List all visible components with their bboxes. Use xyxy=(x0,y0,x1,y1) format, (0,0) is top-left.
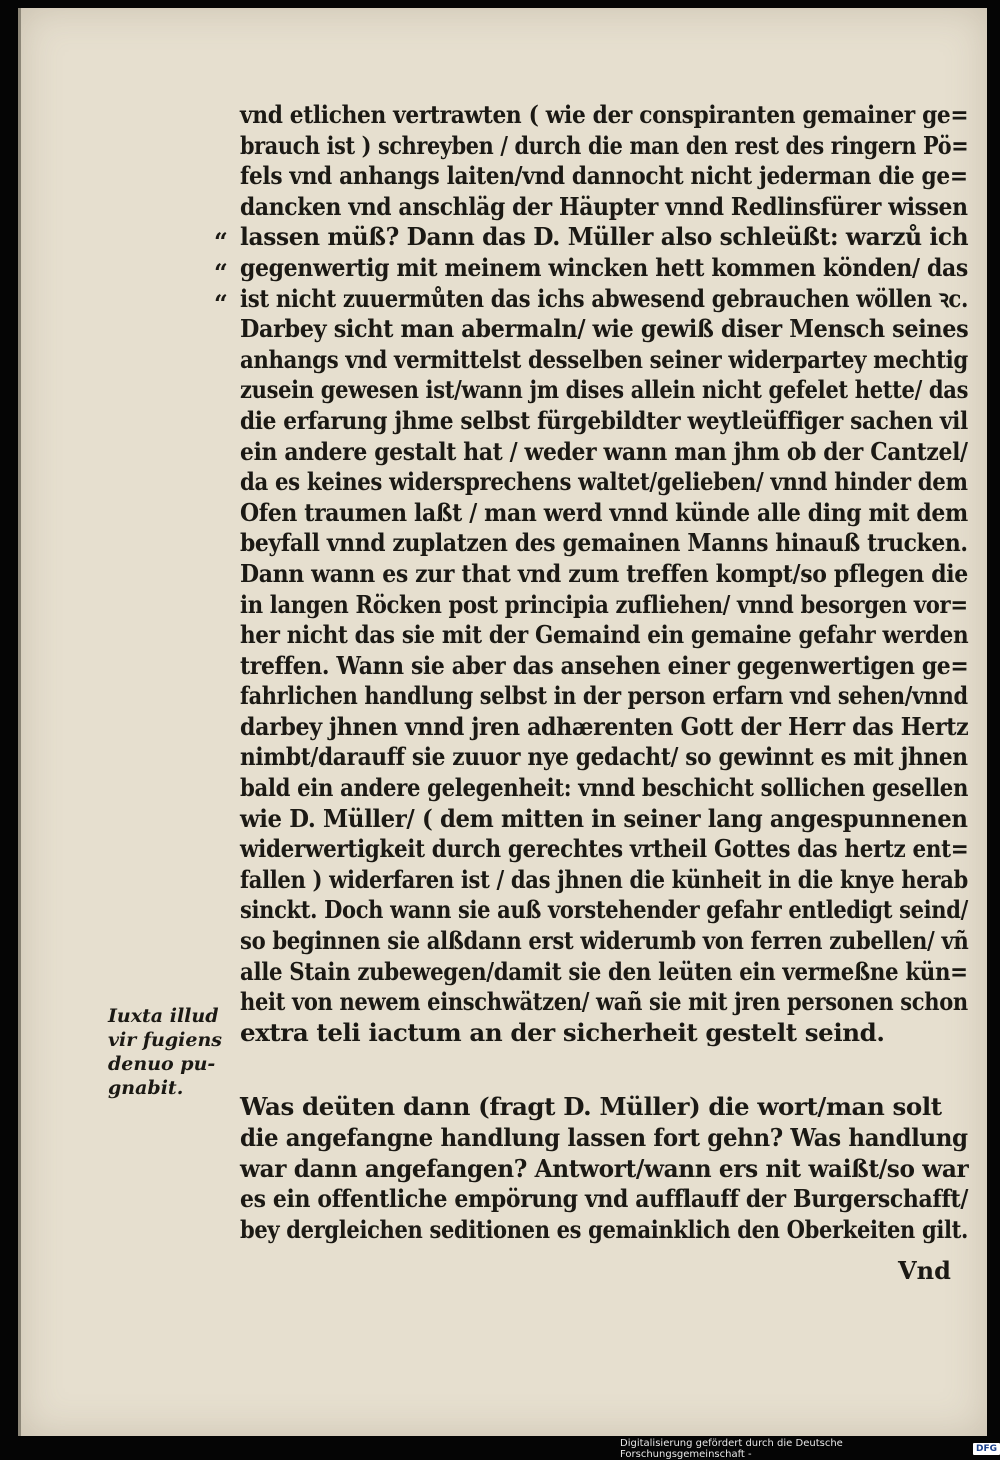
text-line: ein andere gestalt hat / weder wann man jhm ob der Cantzel/ xyxy=(240,436,968,466)
text-line: treffen. Wann sie aber das ansehen einer gegenwertigen ge= xyxy=(240,650,969,680)
text-line: vnd etlichen vertrawten ( wie der conspiranten gemainer ge= xyxy=(240,100,969,129)
text-line: ist nicht zuuermůten das ichs abwesend gebrauchen wöllen ꝛc. xyxy=(240,283,969,313)
text-line: Was deüten dann (fragt D. Müller) die wort/man solt xyxy=(240,1092,942,1122)
marginal-note-line: denuo pu- xyxy=(108,1053,216,1075)
text-line: bey dergleichen seditionen es gemainklich den Oberkeiten gilt. xyxy=(240,1214,968,1244)
marginal-note-line: Iuxta illud xyxy=(108,1005,219,1027)
quote-mark: “ xyxy=(214,227,228,256)
text-line: nimbt/darauff sie zuuor nye gedacht/ so gewinnt es mit jhnen xyxy=(240,742,968,772)
text-line: her nicht das sie mit der Gemaind ein gemaine gefahr werden xyxy=(240,620,969,650)
footer-text: Digitalisierung gefördert durch die Deutsche Forschungsgemeinschaft - xyxy=(620,1438,843,1460)
text-line: da es keines widersprechens waltet/gelieben/ vnnd hinder dem xyxy=(240,467,968,497)
text-line: Ofen traumen laßt / man werd vnnd künde alle ding mit dem xyxy=(240,497,968,527)
quote-mark: “ xyxy=(214,258,228,287)
text-line: dancken vnd anschläg der Häupter vnnd Redlinsfürer wissen xyxy=(240,191,968,221)
text-line: Dann wann es zur that vnd zum treffen kompt/so pflegen die xyxy=(240,558,968,588)
paragraph-1 xyxy=(240,100,968,1048)
marginal-note-line: gnabit. xyxy=(108,1077,184,1099)
text-line: die angefangne handlung lassen fort gehn? Was handlung xyxy=(240,1123,968,1152)
main-text xyxy=(240,100,968,1245)
marginal-note-line: vir fugiens xyxy=(108,1029,222,1051)
text-line: war dann angefangen? Antwort/wann ers nit waißt/so war xyxy=(240,1153,969,1183)
text-line: sinckt. Doch wann sie auß vorstehender gefahr entledigt seind/ xyxy=(240,895,968,925)
text-line: fahrlichen handlung selbst in der person erfarn vnd sehen/vnnd xyxy=(240,681,968,711)
catchword: Vnd xyxy=(898,1256,951,1285)
text-line: zusein gewesen ist/wann jm dises allein nicht gefelet hette/ das xyxy=(240,375,969,405)
text-line: fels vnd anhangs laiten/vnd dannocht nicht jederman die ge= xyxy=(240,161,968,191)
text-line: die erfarung jhme selbst fürgebildter weytleüffiger sachen vil xyxy=(240,405,968,435)
text-line: brauch ist ) schreyben / durch die man den rest des ringern Pö= xyxy=(240,130,969,160)
text-line: wie D. Müller/ ( dem mitten in seiner lang angespunnenen xyxy=(240,803,968,833)
text-line: heit von newem einschwätzen/ wañ sie mit jren personen schon xyxy=(240,987,968,1017)
text-line: fallen ) widerfaren ist / das jhnen die künheit in die knye herab xyxy=(240,864,968,894)
text-line: lassen müß? Dann das D. Müller also schleüßt: warzů ich xyxy=(240,222,969,252)
text-line: anhangs vnd vermittelst desselben seiner widerpartey mechtig xyxy=(240,344,968,374)
text-line: extra teli iactum an der sicherheit gestelt seind. xyxy=(240,1017,885,1047)
text-line: bald ein andere gelegenheit: vnnd beschicht sollichen gesellen xyxy=(240,773,969,803)
text-line: darbey jhnen vnnd jren adhærenten Gott der Herr das Hertz xyxy=(240,711,969,741)
quote-marks xyxy=(214,226,228,319)
text-line: alle Stain zubewegen/damit sie den leüten ein vermeßne kün= xyxy=(240,956,968,986)
text-line: in langen Röcken post principia zufliehen/ vnnd besorgen vor= xyxy=(240,589,968,619)
text-line: so beginnen sie alßdann erst widerumb von ferren zubellen/ vñ xyxy=(240,926,969,956)
quote-mark: “ xyxy=(214,289,228,318)
text-line: beyfall vnnd zuplatzen des gemainen Manns hinauß trucken. xyxy=(240,528,968,558)
text-line: Darbey sicht man abermaln/ wie gewiß diser Mensch seines xyxy=(240,314,969,344)
digitization-footer xyxy=(620,1438,1000,1460)
paragraph-2 xyxy=(240,1092,968,1245)
dfg-logo-icon: DFG xyxy=(973,1443,1000,1455)
marginal-note xyxy=(108,1004,238,1100)
text-line: es ein offentliche empörung vnd aufflauff der Burgerschafft/ xyxy=(240,1184,969,1214)
text-line: widerwertigkeit durch gerechtes vrtheil Gottes das hertz ent= xyxy=(240,834,969,864)
text-line: gegenwertig mit meinem wincken hett kommen könden/ das xyxy=(240,252,968,282)
